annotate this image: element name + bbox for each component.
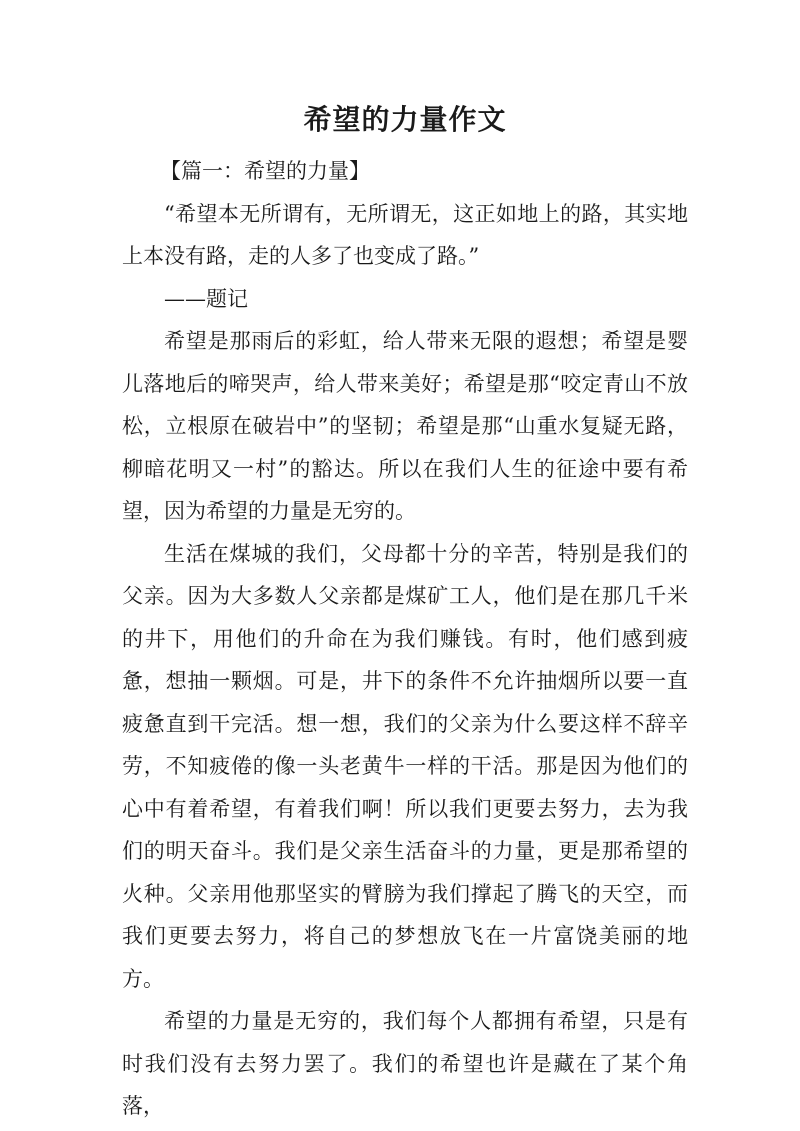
paragraph-2: 生活在煤城的我们，父母都十分的辛苦，特别是我们的父亲。因为大多数人父亲都是煤矿工人，他们是在那几千米的井下，用他们的升命在为我们赚钱。有时，他们感到疲惫，想抽一颗烟。可是，井下的条件不允许抽烟所以要一直疲惫直到干完活。想一想，我们的父亲为什么要这样不辞辛劳，不知疲倦的像一头老黄牛一样的干活。那是因为他们的心中有着希望，有着我们啊！所以我们更要去努力，去为我们的明天奋斗。我们是父亲生活奋斗的力量，更是那希望的火种。父亲用他那坚实的臂膀为我们撑起了腾飞的天空，而我们更要去努力，将自己的梦想放飞在一片富饶美丽的地方。 [122, 541, 688, 991]
paragraph-epigraph-attribution: ——题记 [164, 286, 248, 311]
paragraph-epigraph: “希望本无所谓有，无所谓无，这正如地上的路，其实地上本没有路，走的人多了也变成了路。” [122, 201, 688, 268]
section-heading: 【篇一：希望的力量】 [160, 159, 370, 183]
document-title: 希望的力量作文 [303, 103, 507, 136]
paragraph-1: 希望是那雨后的彩虹，给人带来无限的遐想；希望是婴儿落地后的啼哭声，给人带来美好；希望是那“咬定青山不放松，立根原在破岩中”的坚韧；希望是那“山重水复疑无路，柳暗花明又一村”的豁达。所以在我们人生的征途中要有希望，因为希望的力量是无穷的。 [122, 329, 688, 523]
document-page [122, 96, 688, 1128]
paragraph-3: 希望的力量是无穷的，我们每个人都拥有希望，只是有时我们没有去努力罢了。我们的希望也许是藏在了某个角落， [122, 1009, 688, 1118]
